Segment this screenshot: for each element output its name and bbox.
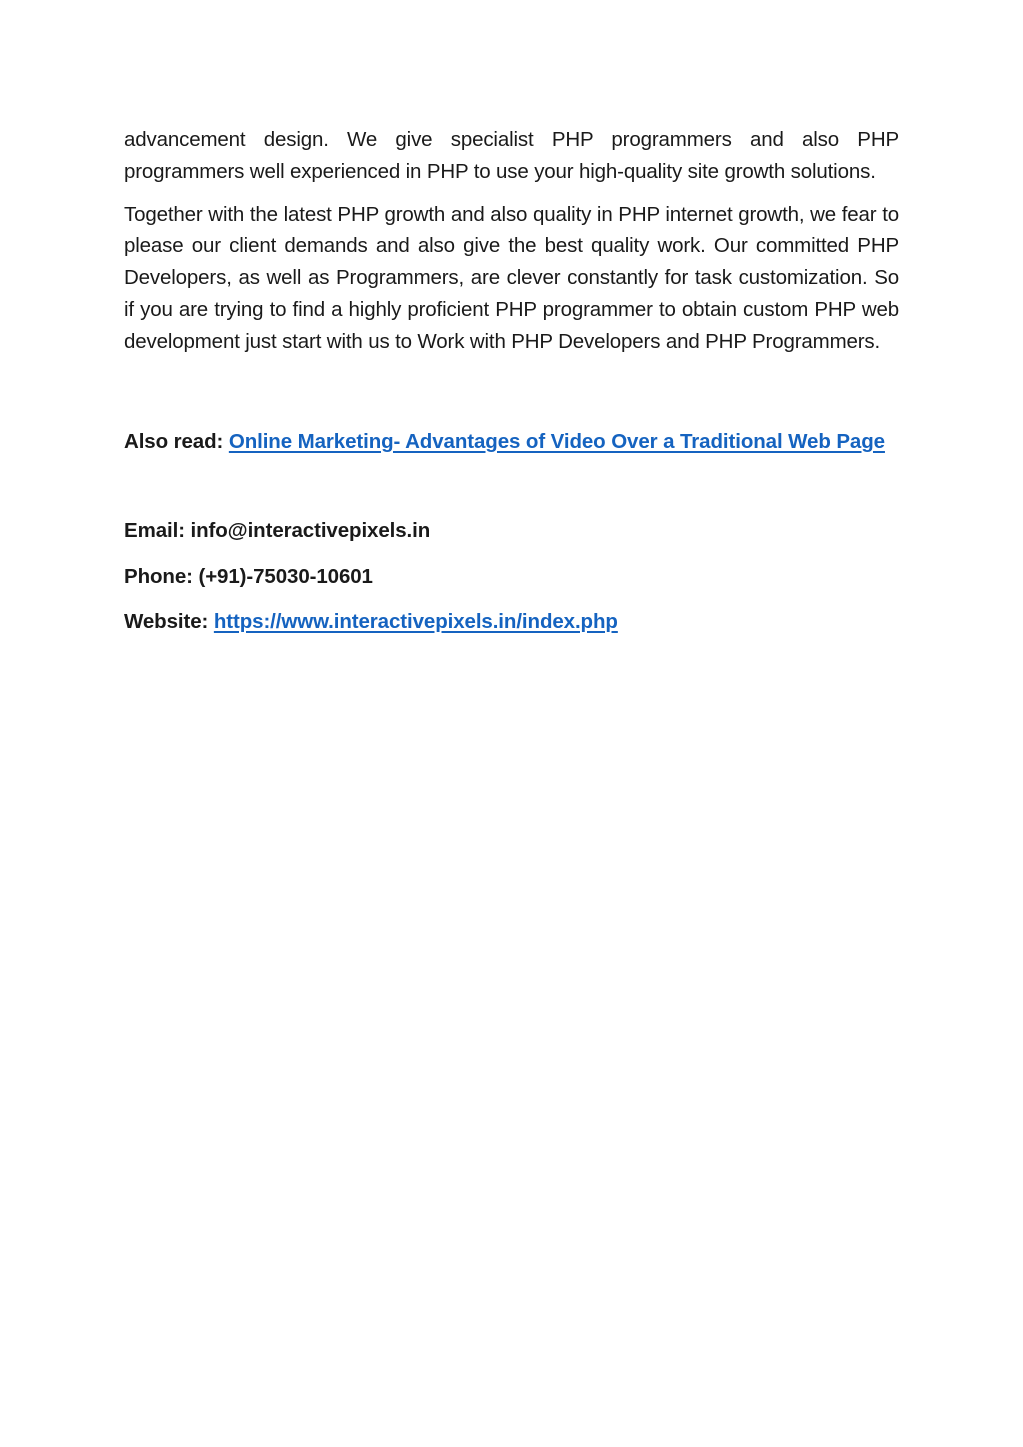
- contact-phone: Phone: (+91)-75030-10601: [124, 564, 373, 588]
- body-paragraph-2: Together with the latest PHP growth and also quality in PHP internet growth, we fear to please our client demands and also give the best quality work. Our committed PHP Developers, as well as Programmers, are clever constantly for task customization. So if you are trying to find a highly proficient PHP programmer to obtain custom PHP web development just start with us to Work with PHP Developers and PHP Programmers.: [124, 202, 899, 353]
- body-paragraph-1: advancement design. We give specialist PHP programmers and also PHP programmers well experienced in PHP to use your high-quality site growth solutions.: [124, 128, 899, 183]
- website-label: Website:: [124, 609, 214, 633]
- also-read-link[interactable]: Online Marketing- Advantages of Video Over a Traditional Web Page: [228, 429, 885, 453]
- contact-email: Email: info@interactivepixels.in: [124, 519, 431, 543]
- page-content: [124, 124, 899, 638]
- contact-website-line: [124, 606, 899, 638]
- also-read-line: [124, 426, 899, 458]
- website-link[interactable]: https://www.interactivepixels.in/index.php: [213, 609, 618, 633]
- also-read-label: Also read:: [124, 429, 229, 453]
